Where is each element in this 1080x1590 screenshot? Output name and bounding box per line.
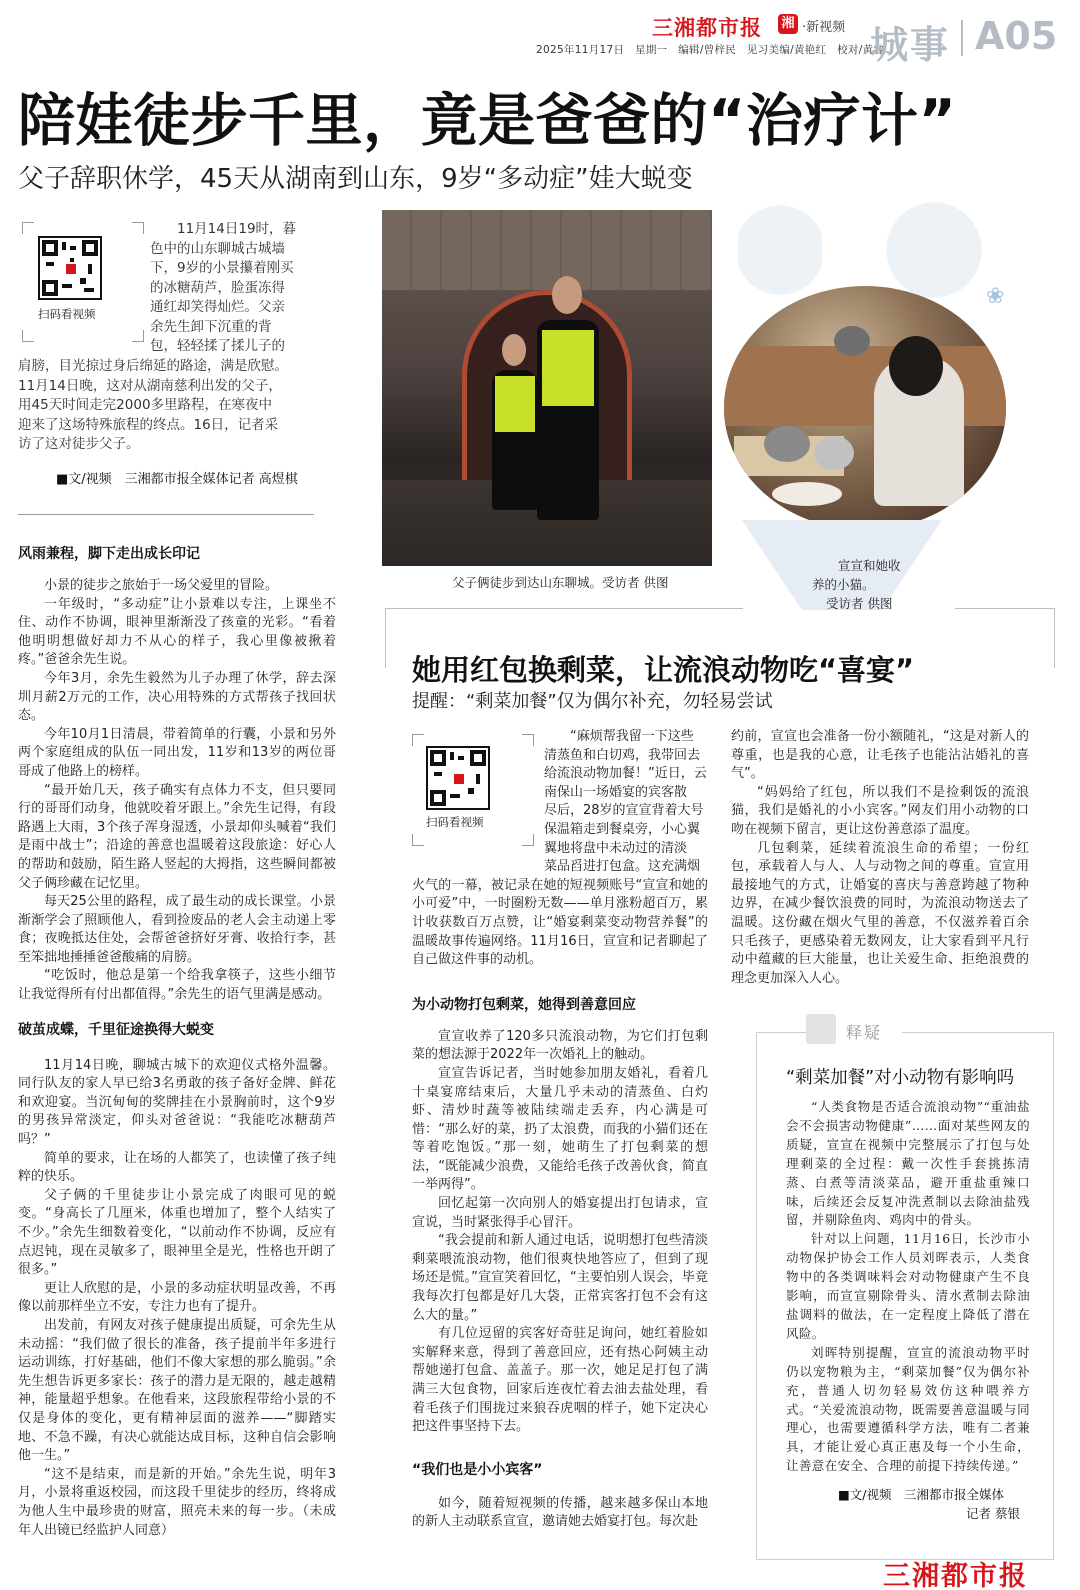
footer-brand: 三湘都市报 xyxy=(883,1561,1028,1590)
paragraph: “妈妈给了红包，所以我们不是捡剩饭的流浪猫，我们是婚礼的小小宾客。”网友们用小动物的口吻在视频下留言，更让这份善意添了温度。 xyxy=(731,784,1029,837)
lead-line: 的冰糖葫芦，脸蛋冻得 xyxy=(150,279,285,296)
paragraph: 每天25公里的路程，成了最生动的成长课堂。小景渐渐学会了照顾他人，看到捡废品的老人会主动递上零食；夜晚抵达住处，会帮爸爸挤好牙膏、收拾行李，甚至笨拙地捶捶爸爸酸痛的肩膀。 xyxy=(18,894,336,965)
paragraph: 宣宣告诉记者，当时她参加朋友婚礼，看着几十桌宴席结束后，大量几乎未动的清蒸鱼、白灼虾、清炒时蔬等被陆续端走丢弃，内心满是可惜：“那么好的菜，扔了太浪费，而我的小猫们还在等着吃饱饭。”那一刻，她萌生了打包剩菜的想法，“既能减少浪费，又能给毛孩子改善伙食，简直一举两得”。 xyxy=(412,1065,708,1193)
paragraph: 几包剩菜，延续着流浪生命的希望；一份红包，承载着人与人、人与动物之间的尊重。宣宣用最接地气的方式，让婚宴的喜庆与善意跨越了物种边界，在减少餐饮浪费的同时，为流浪动物送去了温暖。这份藏在烟火气里的善意，不仅滋养着百余只毛孩子，更感染着无数网友，让大家看到平凡行动中蕴藏的巨大能量，也让关爱生命、拒绝浪费的理念更加深入人心。 xyxy=(731,840,1029,986)
lead-line: 11月14日19时，暮 xyxy=(177,221,297,237)
paw-icon: ❀ xyxy=(986,284,1005,309)
lead-line: 清蒸鱼和白切鸡，我带回去 xyxy=(544,747,701,763)
article2-lead xyxy=(412,728,708,1532)
paragraph: 出发前，有网友对孩子健康提出质疑，可余先生从未动摇：“我们做了很长的准备，孩子提前半年多进行运动训练，打好基础，他们不像大家想的那么脆弱。”余先生想告诉更多家长：孩子的潜力是无限的，越走越精神，能量超乎想象。在他看来，这段旅程带给小景的不仅是身体的变化，更有精神层面的滋养——“脚踏实地、不急不躁，有决心就能达成目标，这种自信会影响他一生。” xyxy=(18,1317,336,1464)
photo-cats xyxy=(724,286,1006,530)
lead-line: 下，9岁的小景攥着刚买 xyxy=(150,260,294,276)
photo-caption-2b: 养的小猫。 xyxy=(812,577,875,592)
paragraph: “人类食物是否适合流浪动物”“重油盐会不会损害动物健康”……面对某些网友的质疑，宣宣在视频中完整展示了打包与处理剩菜的全过程：戴一次性手套挑拣清蒸、白煮等清淡菜品，避开重盐重辣口味，后续还会反复冲洗煮制以去除油盐残留，并剔除鱼肉、鸡肉中的骨头。 xyxy=(786,1099,1030,1228)
frame-line xyxy=(385,608,386,668)
page-number: A05 xyxy=(975,14,1058,58)
lead-line: 包，轻轻揉了揉儿子的 xyxy=(150,338,285,354)
lead-line: 南保山一场婚宴的宾客散 xyxy=(544,784,688,800)
paragraph: 回忆起第一次向别人的婚宴提出打包请求，宣宣说，当时紧张得手心冒汗。 xyxy=(412,1196,708,1230)
paragraph: “我会提前和新人通过电话，说明想打包些清淡剩菜喂流浪动物，他们很爽快地答应了，但到了现场还是慌。”宣宣笑着回忆，“主要怕别人误会，毕竟我每次打包都是好几大袋，正常宾客打包不会有这么大的量。” xyxy=(412,1233,708,1323)
section-heading: 破茧成蝶，千里征途换得大蜕变 xyxy=(18,1021,214,1038)
photo-caption-2 xyxy=(838,557,901,574)
frame-line xyxy=(955,608,1055,609)
paragraph: 今年3月，余先生毅然为儿子办理了休学，辞去深圳月薪2万元的工作，决心用特殊的方式帮孩子找回状态。 xyxy=(18,670,336,724)
photo-caption-2c: 受访者 供图 xyxy=(826,596,893,611)
lead-line: 翼地将盘中未动过的清淡 xyxy=(544,840,688,856)
photo-father-son xyxy=(382,210,712,566)
paragraph: 今年10月1日清晨，带着简单的行囊，小景和另外两个家庭组成的队伍一同出发，11岁和13岁的两位哥哥成了他路上的榜样。 xyxy=(18,726,336,779)
lead-line: 尽后，28岁的宣宣背着大号 xyxy=(544,803,704,819)
lead-line: “麻烦帮我留一下这些 xyxy=(570,729,694,744)
paragraph: 刘晖特别提醒，宣宣的流浪动物平时仍以宠物粮为主，“剩菜加餐”仅为偶尔补充，普通人切勿轻易效仿这种喂养方式。“关爱流浪动物，既需要善意温暖与同理心，也需要遵循科学方法，唯有二者兼具，才能让爱心真正惠及每一个小生命，让善意在安全、合理的前提下持续传递。” xyxy=(786,1344,1030,1474)
paragraph: 父子俩的千里徒步让小景完成了肉眼可见的蜕变。“身高长了几厘米，体重也增加了，整个人结实了不少。”余先生细数着变化，“以前动作不协调，反应有点迟钝，现在灵敏多了，眼神里全是光，性格也开朗了很多。” xyxy=(18,1187,336,1278)
paragraph: 如今，随着短视频的传播，越来越多保山本地的新人主动联系宣宣，邀请她去婚宴打包。每次赴 xyxy=(412,1495,708,1530)
paragraph: 火气的一幕，被记录在她的短视频账号“宣宣和她的小可爱”中，一时圈粉无数——单月涨粉超百万，累计收获数百万点赞，让“婚宴剩菜变动物营养餐”的温暖故事传遍网络。11月16日，宣宣和记者聊起了自己做这件事的动机。 xyxy=(412,877,708,968)
lead-line: 给流浪动物加餐！”近日，云 xyxy=(544,766,707,782)
article2-title: 她用红包换剩菜，让流浪动物吃“喜宴” xyxy=(412,653,915,687)
sidebar-title: “剩菜加餐”对小动物有影响吗 xyxy=(786,1068,1015,1088)
qr-label: 扫码看视频 xyxy=(426,815,484,829)
article2-subtitle: 提醒：“剩菜加餐”仅为偶尔补充，勿轻易尝试 xyxy=(412,691,773,712)
section-heading: 风雨兼程，脚下走出成长印记 xyxy=(18,546,200,562)
paragraph: 针对以上问题，11月16日，长沙市小动物保护协会工作人员刘晖表示，人类食物中的各类调味料会对动物健康产生不良影响，而宣宣剔除骨头、清水煮制去除油盐调料的做法，在一定程度上降低了潜在风险。 xyxy=(786,1231,1030,1341)
lead-line: 通红却笑得灿烂。父亲 xyxy=(150,299,285,315)
paragraph: “这不是结束，而是新的开始。”余先生说，明年3月，小景将重返校园，而这段千里徒步的经历，终将成为他人生中最珍贵的财富，照亮未来的每一步。（未成年人出镜已经监护人同意） xyxy=(18,1466,336,1538)
lead-line: 色中的山东聊城古城墙 xyxy=(150,240,285,257)
caption-line: 宣宣和她收 xyxy=(838,558,901,573)
section-heading: “我们也是小小宾客” xyxy=(412,1461,543,1478)
qr-code-icon[interactable] xyxy=(38,236,102,300)
frame-line xyxy=(902,1032,1054,1033)
brand-logo-icon: 湘 xyxy=(778,14,798,34)
lead-line: 肩膀，目光掠过身后绵延的路途，满是欣慰。 xyxy=(18,358,288,374)
sidebar-byline-2: 记者 蔡银 xyxy=(966,1506,1020,1521)
paragraph: “吃饭时，他总是第一个给我拿筷子，这些小细节让我觉得所有付出都值得。”余先生的语气里满是感动。 xyxy=(18,968,336,1003)
paragraph: 11月14日晚，聊城古城下的欢迎仪式格外温馨。同行队友的家人早已给3名勇敢的孩子备好金牌、鲜花和欢迎宴。当沉甸甸的奖牌挂在小景胸前时，这个9岁的男孩异常淡定，仰头对爸爸说：“我能吃冰糖葫芦吗？” xyxy=(18,1057,336,1148)
article1-title: 陪娃徒步千里，竟是爸爸的“治疗计” xyxy=(18,88,957,154)
lead-line: 余先生卸下沉重的背 xyxy=(150,318,272,335)
article2-col2 xyxy=(731,728,1029,988)
divider xyxy=(18,514,314,515)
frame-line xyxy=(1054,608,1055,668)
photo-caption-1: 父子俩徒步到达山东聊城。受访者 供图 xyxy=(452,575,669,590)
lead-line: 迎来了这场特殊旅程的终点。16日，记者采 xyxy=(18,416,279,433)
cat-silhouette-icon xyxy=(738,190,822,310)
paragraph: 有几位逗留的宾客好奇驻足询问，她红着脸如实解释来意，得到了善意回应，还有热心阿姨主动帮她递打包盒、盖盖子。那一次，她足足打包了满满三大包食物，回家后连夜忙着去油去盐处理，看着毛孩子们围拢过来狼吞虎咽的样子，她下定决心把这件事坚持下去。 xyxy=(412,1326,708,1435)
paragraph: 更让人欣慰的是，小景的多动症状明显改善，不再像以前那样坐立不安，专注力也有了提升。 xyxy=(18,1280,336,1315)
paragraph: 宣宣收养了120多只流浪动物，为它们打包剩菜的想法源于2022年一次婚礼上的触动。 xyxy=(412,1028,708,1063)
issue-meta: 2025年11月17日 星期一 编辑/曾梓民 见习美编/黄艳红 校对/黄睿 xyxy=(536,44,885,56)
lead-line: 11月14日晚，这对从湖南慈利出发的父子， xyxy=(18,377,282,394)
article1-subtitle: 父子辞职休学，45天从湖南到山东，9岁“多动症”娃大蜕变 xyxy=(18,164,693,194)
paragraph: 简单的要求，让在场的人都笑了，也读懂了孩子纯粹的快乐。 xyxy=(18,1150,336,1185)
section-heading: 为小动物打包剩菜，她得到善意回应 xyxy=(412,996,636,1013)
lead-line: 用45天时间走完2000多里路程，在寒夜中 xyxy=(18,397,273,413)
article1-body xyxy=(18,543,336,1540)
qr-label: 扫码看视频 xyxy=(38,307,96,321)
paragraph: 一年级时，“多动症”让小景难以专注，上课坐不住、动作不协调，眼神里渐渐没了孩童的光彩。“看着他明明想做好却力不从心的样子，我心里像被揪着疼。”爸爸余先生说。 xyxy=(18,596,336,668)
frame-line xyxy=(756,1032,806,1033)
lead-line: 保温箱走到餐桌旁，小心翼 xyxy=(544,821,701,837)
paragraph: 约前，宣宣也会准备一份小额随礼，“这是对新人的尊重，也是我的心意，让毛孩子也能沾沾婚礼的喜气”。 xyxy=(731,729,1029,782)
lead-line: 访了这对徒步父子。 xyxy=(18,436,140,452)
article1-byline: ■文/视频 三湘都市报全媒体记者 高煜棋 xyxy=(56,472,298,487)
speech-bubble-icon xyxy=(806,1014,836,1044)
section-name: 城事 xyxy=(870,23,951,67)
paragraph: 小景的徒步之旅始于一场父爱里的冒险。 xyxy=(44,578,279,593)
header-divider xyxy=(961,20,963,56)
sidebar-body xyxy=(786,1098,1030,1476)
sidebar-tag: 释疑 xyxy=(846,1023,883,1042)
frame-line xyxy=(385,608,743,609)
qr-block-1[interactable] xyxy=(22,222,144,342)
masthead-brand: 三湘都市报 xyxy=(652,16,762,40)
paragraph: “最开始几天，孩子确实有点体力不支，但只要同行的哥哥们动身，他就咬着牙跟上。”余先生记得，有段路遇上大雨，3个孩子浑身湿透，小景却仰头喊着“我们是雨中战士”；沿途的善意也温暖着这段旅途：好心人的帮助和鼓励，陌生路人竖起的大拇指，这些瞬间都被父子俩珍藏在记忆里。 xyxy=(18,782,336,891)
lead-line: 菜品舀进打包盒。这充满烟 xyxy=(544,859,701,875)
sidebar-byline: ■文/视频 三湘都市报全媒体 xyxy=(838,1487,1005,1502)
video-label: ·新视频 xyxy=(802,20,846,35)
